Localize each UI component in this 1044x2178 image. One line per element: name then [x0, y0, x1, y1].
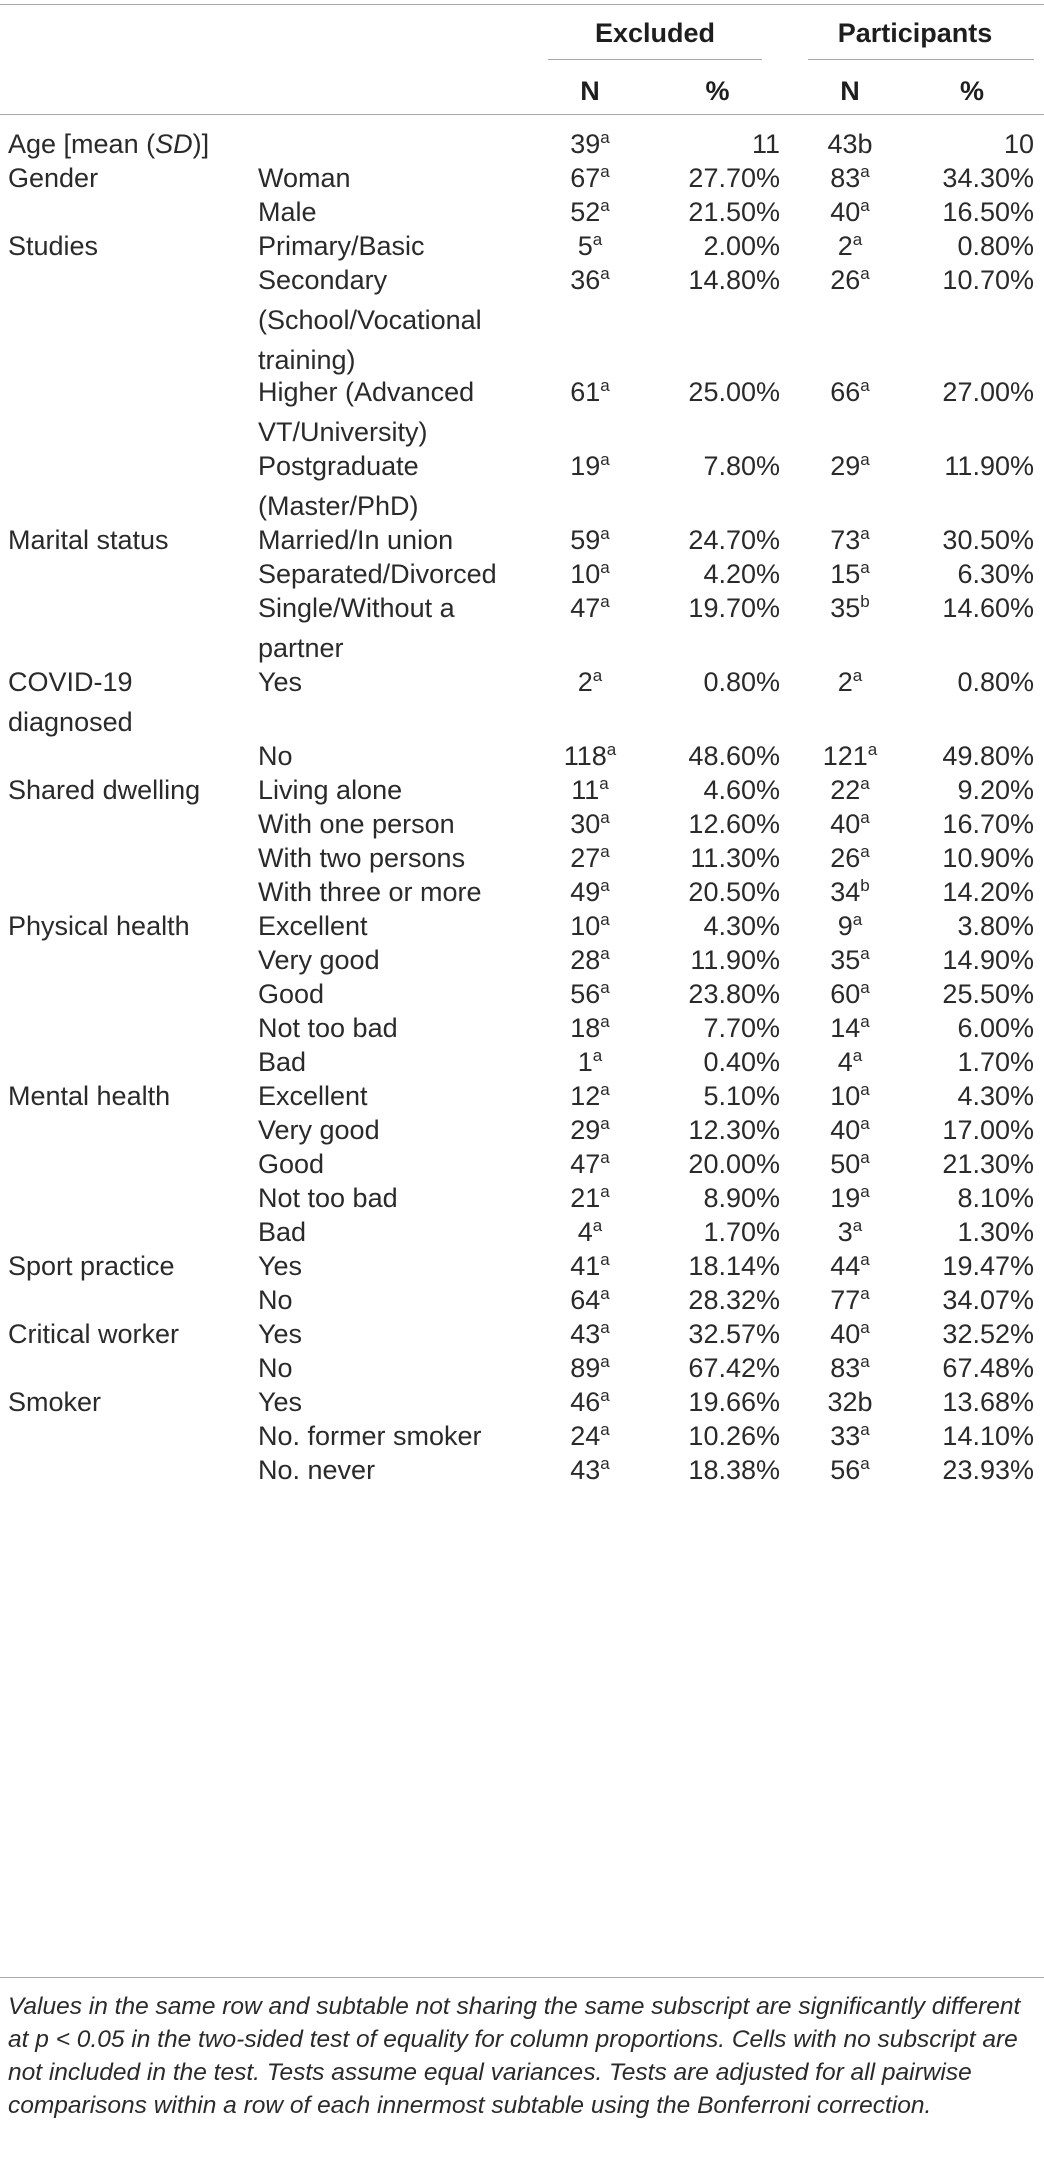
significance-subscript: a: [600, 558, 610, 577]
excluded-pct-cell: 4.20%: [703, 559, 780, 589]
excluded-pct-cell: 67.42%: [688, 1353, 780, 1383]
significance-subscript: a: [592, 666, 603, 685]
participants-pct-cell: 67.48%: [942, 1353, 1034, 1383]
header-bottom-rule: [0, 114, 1044, 115]
participants-n-cell: 33$^a$: [830, 1420, 870, 1451]
footnote-text: Values in the same row and subtable not sharing the same subscript are significantly different at p < 0.05 in the two-sided test of equality for column proportions. Cells with no subscript are not included in the test. Tests assume equal variances. Tests are adjusted for all pairwise comparisons within a row of each innermost subtable using the Bonferroni correction.: [8, 1993, 1021, 2119]
excluded-pct-cell: 10.26%: [688, 1421, 780, 1451]
category-label: Good: [258, 979, 325, 1009]
significance-subscript: a: [600, 128, 610, 147]
participants-n-cell: 44$^a$: [830, 1250, 870, 1281]
participants-n-cell: 2$^a$: [837, 666, 863, 697]
significance-subscript: a: [600, 592, 610, 611]
significance-subscript: b: [860, 876, 870, 895]
significance-subscript: a: [860, 1080, 870, 1099]
participants-n-cell: 77$^a$: [830, 1284, 870, 1315]
excluded-n-cell: 30$^a$: [570, 808, 610, 839]
significance-subscript: a: [600, 944, 610, 963]
significance-subscript: a: [600, 1148, 610, 1167]
significance-subscript: a: [860, 1182, 870, 1201]
excluded-n-cell: 27$^a$: [570, 842, 610, 873]
participants-pct-cell: 17.00%: [942, 1115, 1034, 1145]
excluded-pct-cell: 24.70%: [688, 525, 780, 555]
significance-subscript: a: [592, 230, 603, 249]
significance-subscript: a: [600, 1454, 610, 1473]
participants-header-underline: [808, 59, 1034, 60]
significance-subscript: a: [599, 774, 609, 793]
excluded-pct-cell: 1.70%: [703, 1217, 780, 1247]
table-footnote: [8, 1990, 1038, 2122]
participants-pct-cell: 34.07%: [942, 1285, 1034, 1315]
category-label: Male: [258, 197, 317, 227]
significance-subscript: a: [600, 376, 610, 395]
participants-pct-cell: 3.80%: [957, 911, 1034, 941]
excluded-n-cell: 4$^a$: [577, 1216, 603, 1247]
excluded-pct-cell: 8.90%: [703, 1183, 780, 1213]
excluded-pct-cell: 28.32%: [688, 1285, 780, 1315]
significance-subscript: a: [860, 376, 870, 395]
excluded-n-cell: 59$^a$: [570, 524, 610, 555]
category-label: Excellent: [258, 1081, 368, 1111]
participants-n-cell: 40$^a$: [830, 1318, 870, 1349]
category-label: Yes: [258, 1387, 303, 1417]
participants-n-cell: 26$^a$: [830, 264, 870, 295]
category-label: With one person: [258, 809, 455, 839]
participants-pct-cell: 14.60%: [942, 593, 1034, 623]
participants-pct-cell: 10.70%: [942, 265, 1034, 295]
excluded-pct-cell: 11: [751, 129, 780, 159]
significance-subscript: a: [860, 162, 870, 181]
significance-subscript: a: [860, 524, 870, 543]
excluded-n-cell: 61$^a$: [570, 376, 610, 407]
significance-subscript: a: [860, 1352, 870, 1371]
excluded-n-cell: 24$^a$: [570, 1420, 610, 1451]
participants-n-cell: 66$^a$: [830, 376, 870, 407]
significance-subscript: a: [600, 1012, 610, 1031]
excluded-pct-cell: 0.80%: [703, 667, 780, 697]
excluded-n-cell: 47$^a$: [570, 1148, 610, 1179]
variable-label: Shared dwelling: [8, 775, 201, 805]
excluded-n-cell: 43$^a$: [570, 1454, 610, 1485]
excluded-n-cell: 39$^a$: [570, 128, 610, 159]
excluded-pct-cell: 12.30%: [688, 1115, 780, 1145]
category-label: No: [258, 741, 293, 771]
participants-n-cell: 32b: [827, 1387, 873, 1417]
excluded-n-cell: 10$^a$: [570, 910, 610, 941]
participants-n-header: N: [840, 76, 860, 106]
participants-n-cell: 26$^a$: [830, 842, 870, 873]
participants-pct-header: %: [959, 76, 984, 106]
excluded-pct-cell: 18.14%: [688, 1251, 780, 1281]
participants-n-cell: 15$^a$: [830, 558, 870, 589]
significance-subscript: a: [600, 162, 610, 181]
significance-subscript: a: [860, 1420, 870, 1439]
category-label: Yes: [258, 1319, 303, 1349]
participants-pct-cell: 1.70%: [957, 1047, 1034, 1077]
variable-label: Critical worker: [8, 1319, 180, 1349]
excluded-pct-cell: 48.60%: [688, 741, 780, 771]
category-label: Not too bad: [258, 1013, 398, 1043]
significance-subscript: a: [600, 876, 610, 895]
excluded-n-cell: 2$^a$: [577, 666, 603, 697]
excluded-n-cell: 36$^a$: [570, 264, 610, 295]
significance-subscript: a: [867, 740, 878, 759]
category-label: Single/Without a partner: [258, 593, 455, 663]
participants-n-cell: 60$^a$: [830, 978, 870, 1009]
significance-subscript: a: [860, 1114, 870, 1133]
significance-subscript: a: [600, 1318, 610, 1337]
excluded-pct-cell: 4.30%: [703, 911, 780, 941]
excluded-pct-cell: 19.66%: [688, 1387, 780, 1417]
participants-pct-cell: 13.68%: [942, 1387, 1034, 1417]
significance-subscript: a: [600, 196, 610, 215]
excluded-n-cell: 11$^a$: [571, 774, 609, 805]
participants-pct-cell: 6.00%: [957, 1013, 1034, 1043]
excluded-n-cell: 28$^a$: [570, 944, 610, 975]
significance-subscript: a: [600, 450, 610, 469]
category-label: Good: [258, 1149, 325, 1179]
participants-pct-cell: 10.90%: [942, 843, 1034, 873]
significance-subscript: a: [600, 1284, 610, 1303]
significance-subscript: a: [600, 1182, 610, 1201]
participants-pct-cell: 14.20%: [942, 877, 1034, 907]
excluded-n-cell: 47$^a$: [570, 592, 610, 623]
participants-n-cell: 9$^a$: [837, 910, 863, 941]
significance-subscript: a: [600, 524, 610, 543]
excluded-pct-cell: 25.00%: [688, 377, 780, 407]
participants-n-cell: 83$^a$: [830, 1352, 870, 1383]
significance-subscript: a: [600, 1250, 610, 1269]
category-label: No: [258, 1353, 293, 1383]
significance-subscript: a: [600, 808, 610, 827]
significance-subscript: a: [860, 774, 870, 793]
category-label: Excellent: [258, 911, 368, 941]
participants-n-cell: 50$^a$: [830, 1148, 870, 1179]
significance-subscript: a: [600, 1352, 610, 1371]
excluded-pct-cell: 27.70%: [688, 163, 780, 193]
significance-subscript: a: [860, 196, 870, 215]
excluded-pct-cell: 2.00%: [703, 231, 780, 261]
participants-pct-cell: 34.30%: [942, 163, 1034, 193]
category-label: Very good: [258, 945, 380, 975]
excluded-pct-header: %: [705, 76, 730, 106]
significance-subscript: a: [860, 1318, 870, 1337]
excluded-n-cell: 56$^a$: [570, 978, 610, 1009]
excluded-header-underline: [548, 59, 762, 60]
category-label: Woman: [258, 163, 351, 193]
excluded-pct-cell: 5.10%: [703, 1081, 780, 1111]
significance-subscript: b: [860, 592, 870, 611]
participants-n-cell: 40$^a$: [830, 808, 870, 839]
excluded-pct-cell: 7.80%: [703, 451, 780, 481]
significance-subscript: a: [600, 1080, 610, 1099]
significance-subscript: a: [600, 264, 610, 283]
variable-label: Sport practice: [8, 1251, 175, 1281]
variable-label: Gender: [8, 163, 99, 193]
participants-n-cell: 56$^a$: [830, 1454, 870, 1485]
category-label: Very good: [258, 1115, 380, 1145]
participants-n-cell: 4$^a$: [837, 1046, 863, 1077]
category-label: Yes: [258, 1251, 303, 1281]
excluded-n-cell: 49$^a$: [570, 876, 610, 907]
participants-pct-cell: 6.30%: [957, 559, 1034, 589]
category-label: Separated/Divorced: [258, 559, 497, 589]
participants-pct-cell: 21.30%: [942, 1149, 1034, 1179]
participants-n-cell: 14$^a$: [830, 1012, 870, 1043]
participants-group-header: Participants: [837, 18, 993, 48]
participants-n-cell: 40$^a$: [830, 196, 870, 227]
excluded-n-cell: 52$^a$: [570, 196, 610, 227]
participants-pct-cell: 0.80%: [957, 231, 1034, 261]
category-label: Not too bad: [258, 1183, 398, 1213]
participants-n-cell: 34$^b$: [830, 876, 870, 907]
significance-subscript: a: [860, 842, 870, 861]
excluded-n-cell: 89$^a$: [570, 1352, 610, 1383]
category-label: Primary/Basic: [258, 231, 425, 261]
excluded-n-cell: 1$^a$: [577, 1046, 603, 1077]
participants-n-cell: 121$^a$: [822, 740, 878, 771]
participants-pct-cell: 0.80%: [957, 667, 1034, 697]
category-label: Bad: [258, 1047, 307, 1077]
participants-n-cell: 3$^a$: [837, 1216, 863, 1247]
excluded-n-cell: 67$^a$: [570, 162, 610, 193]
participants-pct-cell: 23.93%: [942, 1455, 1034, 1485]
excluded-n-cell: 64$^a$: [570, 1284, 610, 1315]
excluded-n-cell: 18$^a$: [570, 1012, 610, 1043]
variable-label: Smoker: [8, 1387, 102, 1417]
participants-n-cell: 83$^a$: [830, 162, 870, 193]
participants-pct-cell: 9.20%: [957, 775, 1034, 805]
significance-subscript: a: [852, 910, 863, 929]
participants-n-cell: 19$^a$: [830, 1182, 870, 1213]
participants-pct-cell: 27.00%: [942, 377, 1034, 407]
participants-pct-cell: 10: [1003, 129, 1034, 159]
excluded-pct-cell: 11.30%: [690, 843, 780, 873]
significance-subscript: a: [592, 1216, 603, 1235]
participants-pct-cell: 14.10%: [942, 1421, 1034, 1451]
excluded-n-cell: 118$^a$: [563, 740, 617, 771]
significance-subscript: a: [600, 1386, 610, 1405]
excluded-n-cell: 43$^a$: [570, 1318, 610, 1349]
participants-pct-cell: 32.52%: [942, 1319, 1034, 1349]
significance-subscript: a: [860, 1250, 870, 1269]
category-label: No: [258, 1285, 293, 1315]
significance-subscript: a: [852, 666, 863, 685]
variable-label: Studies: [8, 231, 99, 261]
participants-pct-cell: 8.10%: [957, 1183, 1034, 1213]
excluded-pct-cell: 11.90%: [690, 945, 780, 975]
participants-n-cell: 29$^a$: [830, 450, 870, 481]
participants-n-cell: 40$^a$: [830, 1114, 870, 1145]
category-label: Bad: [258, 1217, 307, 1247]
significance-subscript: a: [860, 808, 870, 827]
excluded-pct-cell: 20.00%: [688, 1149, 780, 1179]
participants-pct-cell: 30.50%: [942, 525, 1034, 555]
variable-label: Physical health: [8, 911, 190, 941]
category-label: Yes: [258, 667, 303, 697]
participants-pct-cell: 49.80%: [942, 741, 1034, 771]
excluded-n-header: N: [580, 76, 600, 106]
significance-subscript: a: [600, 1420, 610, 1439]
excluded-n-cell: 19$^a$: [570, 450, 610, 481]
variable-label: Marital status: [8, 525, 169, 555]
variable-label: Age [mean (SD)]: [8, 129, 210, 159]
excluded-group-header: Excluded: [594, 18, 716, 48]
excluded-pct-cell: 21.50%: [688, 197, 780, 227]
category-label: Secondary (School/Vocational training): [258, 265, 482, 375]
significance-subscript: a: [860, 264, 870, 283]
excluded-n-cell: 41$^a$: [570, 1250, 610, 1281]
participants-n-cell: 10$^a$: [830, 1080, 870, 1111]
significance-subscript: a: [606, 740, 617, 759]
significance-subscript: a: [860, 944, 870, 963]
significance-subscript: a: [860, 1454, 870, 1473]
excluded-pct-cell: 20.50%: [688, 877, 780, 907]
significance-subscript: a: [600, 978, 610, 997]
category-label: With two persons: [258, 843, 466, 873]
participants-pct-cell: 16.50%: [942, 197, 1034, 227]
excluded-n-cell: 21$^a$: [570, 1182, 610, 1213]
excluded-pct-cell: 7.70%: [703, 1013, 780, 1043]
excluded-pct-cell: 0.40%: [703, 1047, 780, 1077]
category-label: No. former smoker: [258, 1421, 482, 1451]
category-label: With three or more: [258, 877, 482, 907]
significance-subscript: a: [600, 910, 610, 929]
excluded-pct-cell: 23.80%: [688, 979, 780, 1009]
table-bottom-rule: [0, 1977, 1044, 1978]
category-label: Married/In union: [258, 525, 454, 555]
significance-subscript: a: [600, 842, 610, 861]
excluded-pct-cell: 19.70%: [688, 593, 780, 623]
excluded-n-cell: 12$^a$: [570, 1080, 610, 1111]
participants-n-cell: 35$^a$: [830, 944, 870, 975]
significance-subscript: a: [860, 1012, 870, 1031]
significance-subscript: a: [860, 558, 870, 577]
significance-subscript: a: [860, 1148, 870, 1167]
significance-subscript: a: [592, 1046, 603, 1065]
participants-n-cell: 43b: [827, 129, 873, 159]
variable-label: Mental health: [8, 1081, 171, 1111]
category-label: Higher (Advanced VT/University): [258, 377, 475, 447]
participants-n-cell: 73$^a$: [830, 524, 870, 555]
excluded-n-cell: 46$^a$: [570, 1386, 610, 1417]
excluded-pct-cell: 14.80%: [688, 265, 780, 295]
category-label: Postgraduate (Master/PhD): [258, 451, 419, 521]
participants-n-cell: 2$^a$: [837, 230, 863, 261]
significance-subscript: a: [600, 1114, 610, 1133]
participants-n-cell: 22$^a$: [830, 774, 870, 805]
significance-subscript: a: [860, 978, 870, 997]
table-top-rule: [0, 4, 1044, 5]
significance-subscript: a: [852, 230, 863, 249]
significance-subscript: a: [860, 1284, 870, 1303]
excluded-pct-cell: 12.60%: [688, 809, 780, 839]
participants-pct-cell: 14.90%: [942, 945, 1034, 975]
excluded-n-cell: 5$^a$: [577, 230, 603, 261]
variable-label: COVID-19 diagnosed: [8, 667, 133, 737]
significance-subscript: a: [852, 1216, 863, 1235]
excluded-n-cell: 10$^a$: [570, 558, 610, 589]
excluded-pct-cell: 18.38%: [688, 1455, 780, 1485]
excluded-pct-cell: 32.57%: [688, 1319, 780, 1349]
participants-pct-cell: 4.30%: [957, 1081, 1034, 1111]
participants-pct-cell: 25.50%: [942, 979, 1034, 1009]
category-label: No. never: [258, 1455, 376, 1485]
participants-pct-cell: 19.47%: [942, 1251, 1034, 1281]
excluded-pct-cell: 4.60%: [703, 775, 780, 805]
participants-n-cell: 35$^b$: [830, 592, 870, 623]
excluded-n-cell: 29$^a$: [570, 1114, 610, 1145]
category-label: Living alone: [258, 775, 403, 805]
participants-pct-cell: 16.70%: [942, 809, 1034, 839]
significance-subscript: a: [852, 1046, 863, 1065]
participants-pct-cell: 11.90%: [944, 451, 1034, 481]
significance-subscript: a: [860, 450, 870, 469]
participants-pct-cell: 1.30%: [957, 1217, 1034, 1247]
